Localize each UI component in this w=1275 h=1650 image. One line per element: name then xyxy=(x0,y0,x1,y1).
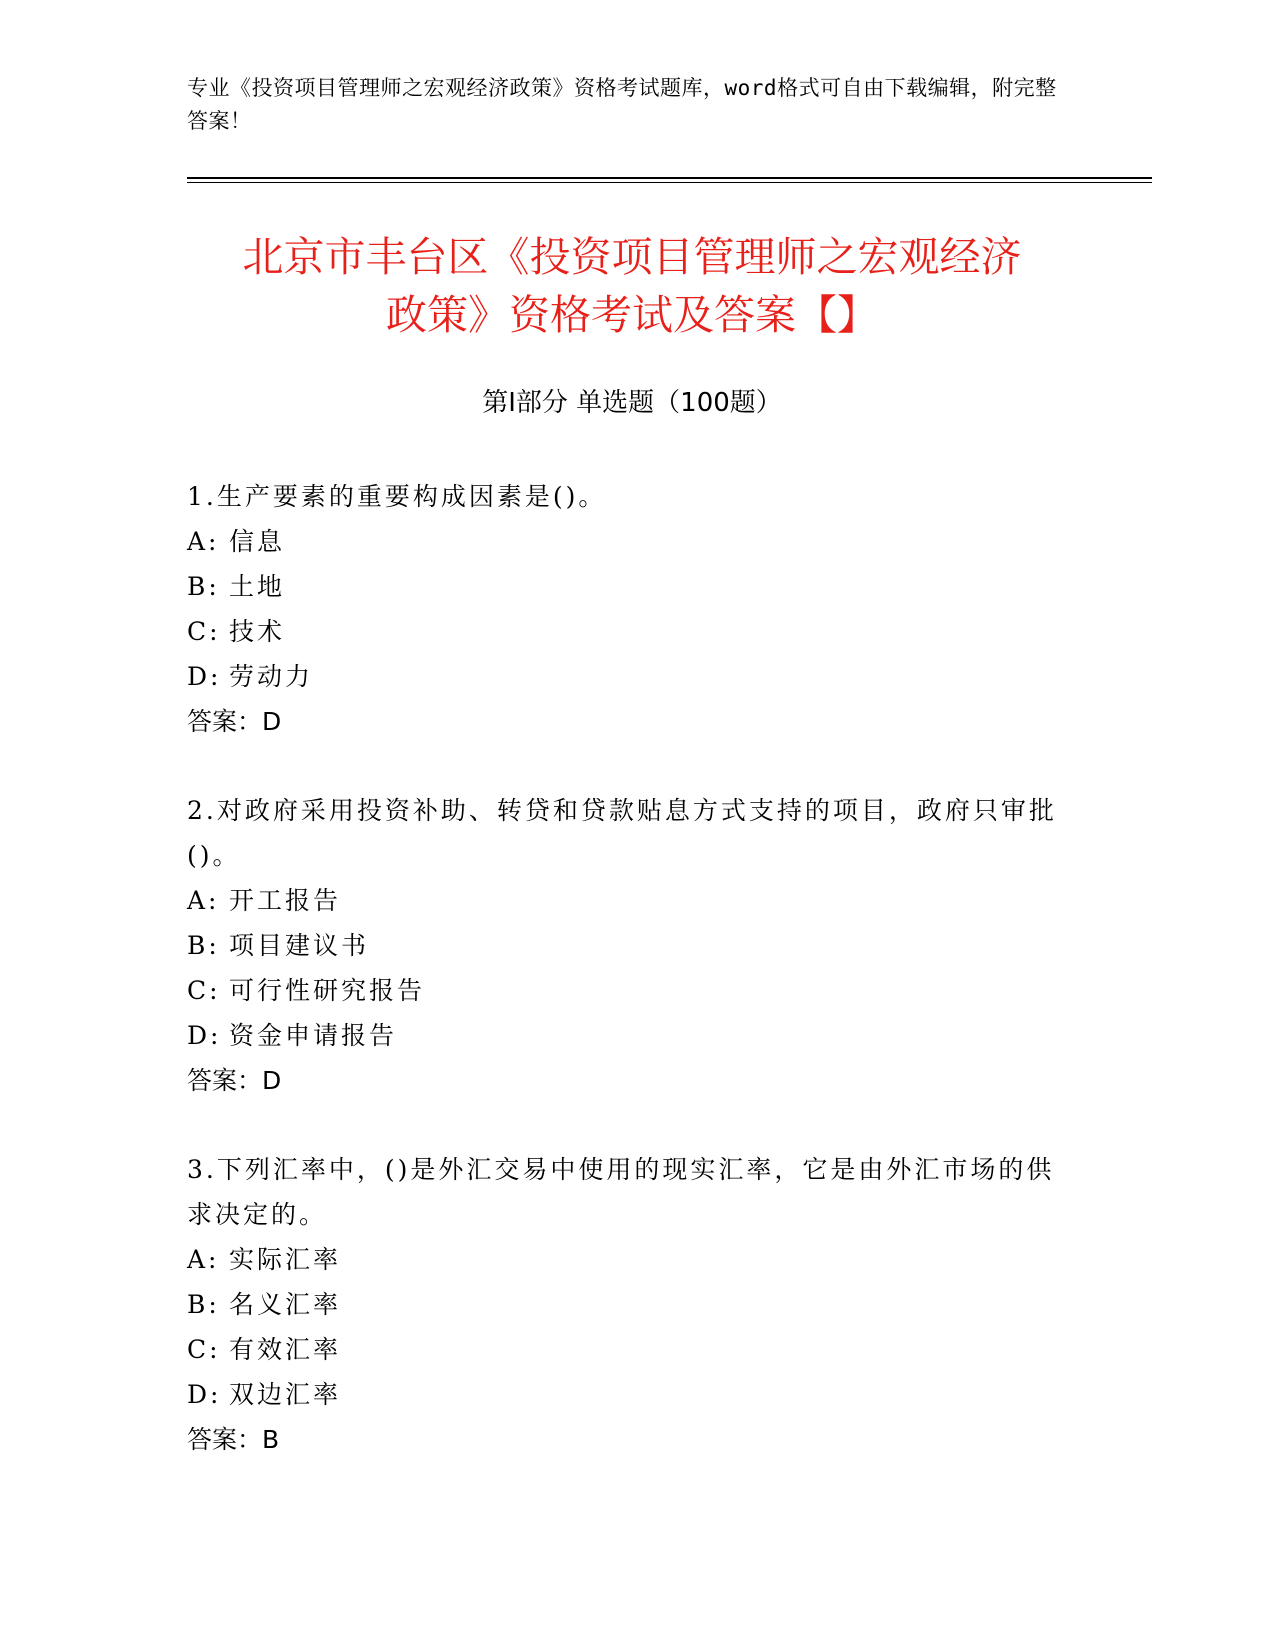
option-a xyxy=(187,519,1067,564)
header-rule-thick xyxy=(187,177,1152,179)
option-letter: C: xyxy=(187,976,221,1005)
answer: 答案：B xyxy=(187,1425,280,1454)
option-letter: B: xyxy=(187,572,220,601)
option-letter: C: xyxy=(187,617,221,646)
option-letter: D: xyxy=(187,662,222,691)
option-text: 名义汇率 xyxy=(229,1290,342,1319)
question-stem: 1.生产要素的重要构成因素是()。 xyxy=(187,482,607,511)
option-letter: B: xyxy=(187,931,220,960)
answer: 答案：D xyxy=(187,1066,282,1095)
option-c xyxy=(187,1327,1067,1372)
option-text: 可行性研究报告 xyxy=(229,976,426,1005)
question-3 xyxy=(187,1147,1067,1462)
option-text: 技术 xyxy=(229,617,286,646)
document-title-line-2: 政策》资格考试及答案【】 xyxy=(386,291,878,339)
header-rule-thin xyxy=(187,182,1152,183)
header-note: 专业《投资项目管理师之宏观经济政策》资格考试题库，word格式可自由下载编辑，附完整答案！ xyxy=(187,76,1057,133)
option-d xyxy=(187,1372,1067,1417)
option-text: 有效汇率 xyxy=(229,1335,342,1364)
option-letter: C: xyxy=(187,1335,221,1364)
section-title: 第Ⅰ部分 单选题（100题） xyxy=(482,388,782,418)
question-stem: 2.对政府采用投资补助、转贷和贷款贴息方式支持的项目，政府只审批()。 xyxy=(187,796,1057,870)
question-2 xyxy=(187,788,1067,1103)
option-letter: D: xyxy=(187,1380,222,1409)
option-text: 资金申请报告 xyxy=(229,1021,398,1050)
option-d xyxy=(187,1013,1067,1058)
option-letter: B: xyxy=(187,1290,220,1319)
question-stem: 3.下列汇率中，()是外汇交易中使用的现实汇率，它是由外汇市场的供求决定的。 xyxy=(187,1155,1055,1229)
option-b xyxy=(187,923,1067,968)
option-text: 信息 xyxy=(229,527,286,556)
question-list xyxy=(187,474,1067,1506)
option-b xyxy=(187,1282,1067,1327)
option-text: 双边汇率 xyxy=(229,1380,342,1409)
option-text: 实际汇率 xyxy=(229,1245,342,1274)
option-text: 劳动力 xyxy=(229,662,314,691)
option-a xyxy=(187,878,1067,923)
option-a xyxy=(187,1237,1067,1282)
option-letter: A: xyxy=(187,1245,220,1274)
option-c xyxy=(187,609,1067,654)
option-text: 开工报告 xyxy=(229,886,342,915)
option-text: 项目建议书 xyxy=(229,931,370,960)
document-title xyxy=(187,228,1077,344)
option-letter: A: xyxy=(187,527,220,556)
answer: 答案：D xyxy=(187,707,282,736)
option-letter: A: xyxy=(187,886,220,915)
option-c xyxy=(187,968,1067,1013)
option-d xyxy=(187,654,1067,699)
question-1 xyxy=(187,474,1067,744)
option-letter: D: xyxy=(187,1021,222,1050)
option-text: 土地 xyxy=(229,572,286,601)
option-b xyxy=(187,564,1067,609)
document-title-line-1: 北京市丰台区《投资项目管理师之宏观经济 xyxy=(242,233,1022,281)
